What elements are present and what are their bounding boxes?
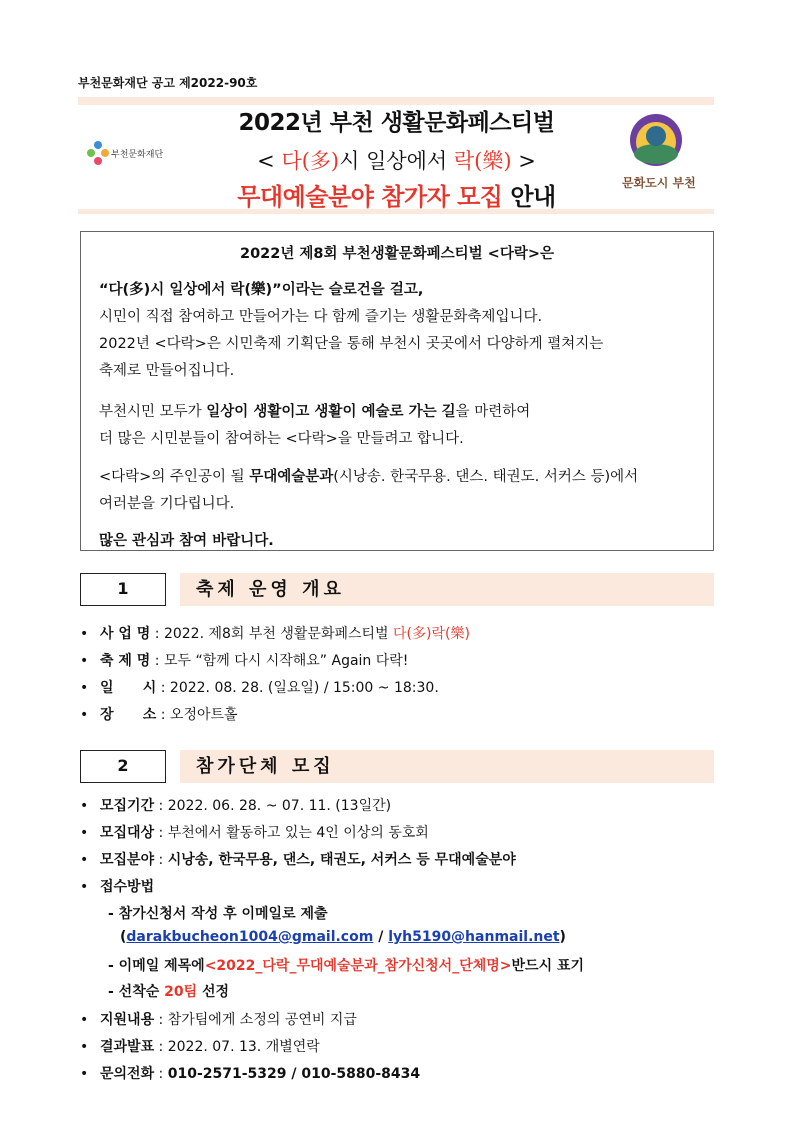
intro-heading: 2022년 제8회 부천생활문화페스티벌 <다락>은 bbox=[240, 246, 554, 262]
recruit-target: • 모집대상 : 부천에서 활동하고 있는 4인 이상의 동호회 bbox=[80, 825, 429, 841]
intro-line: 2022년 <다락>은 시민축제 기획단을 통해 부천시 곳곳에서 다양하게 펼쳐지는 bbox=[99, 336, 604, 352]
section-1-number: 1 bbox=[80, 573, 166, 606]
recruit-title: 무대예술분야 참가자 모집 안내 bbox=[237, 183, 556, 211]
contact-phone: • 문의전화 : 010-2571-5329 / 010-5880-8434 bbox=[80, 1066, 421, 1082]
overview-item-project: • 사 업 명 : 2022. 제8회 부천 생활문화페스티벌 다(多)락(樂) bbox=[80, 626, 470, 642]
notice-number: 부천문화재단 공고 제2022-90호 bbox=[78, 76, 258, 90]
recruit-period: • 모집기간 : 2022. 06. 28. ~ 07. 11. (13일간) bbox=[80, 798, 392, 814]
overview-item-festival-name: • 축 제 명 : 모두 “함께 다시 시작해요” Again 다락! bbox=[80, 653, 409, 669]
method-selection-line: - 선착순 20팀 선정 bbox=[108, 984, 230, 1000]
logo-right-text: 문화도시 부천 bbox=[622, 176, 696, 190]
email-link-gmail[interactable]: darakbucheon1004@gmail.com bbox=[126, 929, 374, 945]
recruit-method: • 접수방법 bbox=[80, 879, 155, 895]
overview-item-date: • 일 시 : 2022. 08. 28. (일요일) / 15:00 ~ 18:30. bbox=[80, 680, 439, 696]
intro-line: 여러분을 기다립니다. bbox=[99, 496, 235, 512]
intro-slogan: “다(多)시 일상에서 락(樂)”이라는 슬로건을 걸고, bbox=[99, 282, 424, 298]
slogan-title: < 다(多)시 일상에서 락(樂) > bbox=[257, 149, 536, 173]
recruit-field: • 모집분야 : 시낭송, 한국무용, 댄스, 태권도, 서커스 등 무대예술분야 bbox=[80, 852, 516, 868]
main-title: 2022년 부천 생활문화페스티벌 bbox=[238, 110, 555, 136]
method-subject-line: - 이메일 제목에<2022_다락_무대예술분과_참가신청서_단체명>반드시 표기 bbox=[108, 958, 585, 974]
section-2-number: 2 bbox=[80, 750, 166, 783]
intro-box bbox=[80, 231, 714, 551]
intro-line: 더 많은 시민분들이 참여하는 <다락>을 만들려고 합니다. bbox=[99, 431, 464, 447]
intro-closing: 많은 관심과 참여 바랍니다. bbox=[99, 533, 274, 549]
support-content: • 지원내용 : 참가팀에게 소정의 공연비 지급 bbox=[80, 1012, 357, 1028]
method-submit-line: - 참가신청서 작성 후 이메일로 제출 bbox=[108, 906, 328, 922]
result-announcement: • 결과발표 : 2022. 07. 13. 개별연락 bbox=[80, 1039, 320, 1055]
intro-line: 축제로 만들어집니다. bbox=[99, 363, 235, 379]
intro-line: 부천시민 모두가 일상이 생활이고 생활이 예술로 가는 길을 마련하여 bbox=[99, 404, 531, 420]
intro-line: <다락>의 주인공이 될 무대예술분과(시낭송. 한국무용. 댄스. 태권도. 서커스 등)에서 bbox=[99, 469, 639, 485]
overview-item-place: • 장 소 : 오정아트홀 bbox=[80, 707, 238, 723]
section-1-title: 축제 운영 개요 bbox=[180, 573, 714, 606]
logo-left-text: 부천문화재단 bbox=[111, 150, 164, 160]
intro-line: 시민이 직접 참여하고 만들어가는 다 함께 즐기는 생활문화축제입니다. bbox=[99, 309, 543, 325]
section-2-title: 참가단체 모집 bbox=[180, 750, 714, 783]
email-link-hanmail[interactable]: lyh5190@hanmail.net bbox=[388, 929, 560, 945]
method-email-line: (darakbucheon1004@gmail.com / lyh5190@hanmail.net) bbox=[120, 929, 566, 945]
